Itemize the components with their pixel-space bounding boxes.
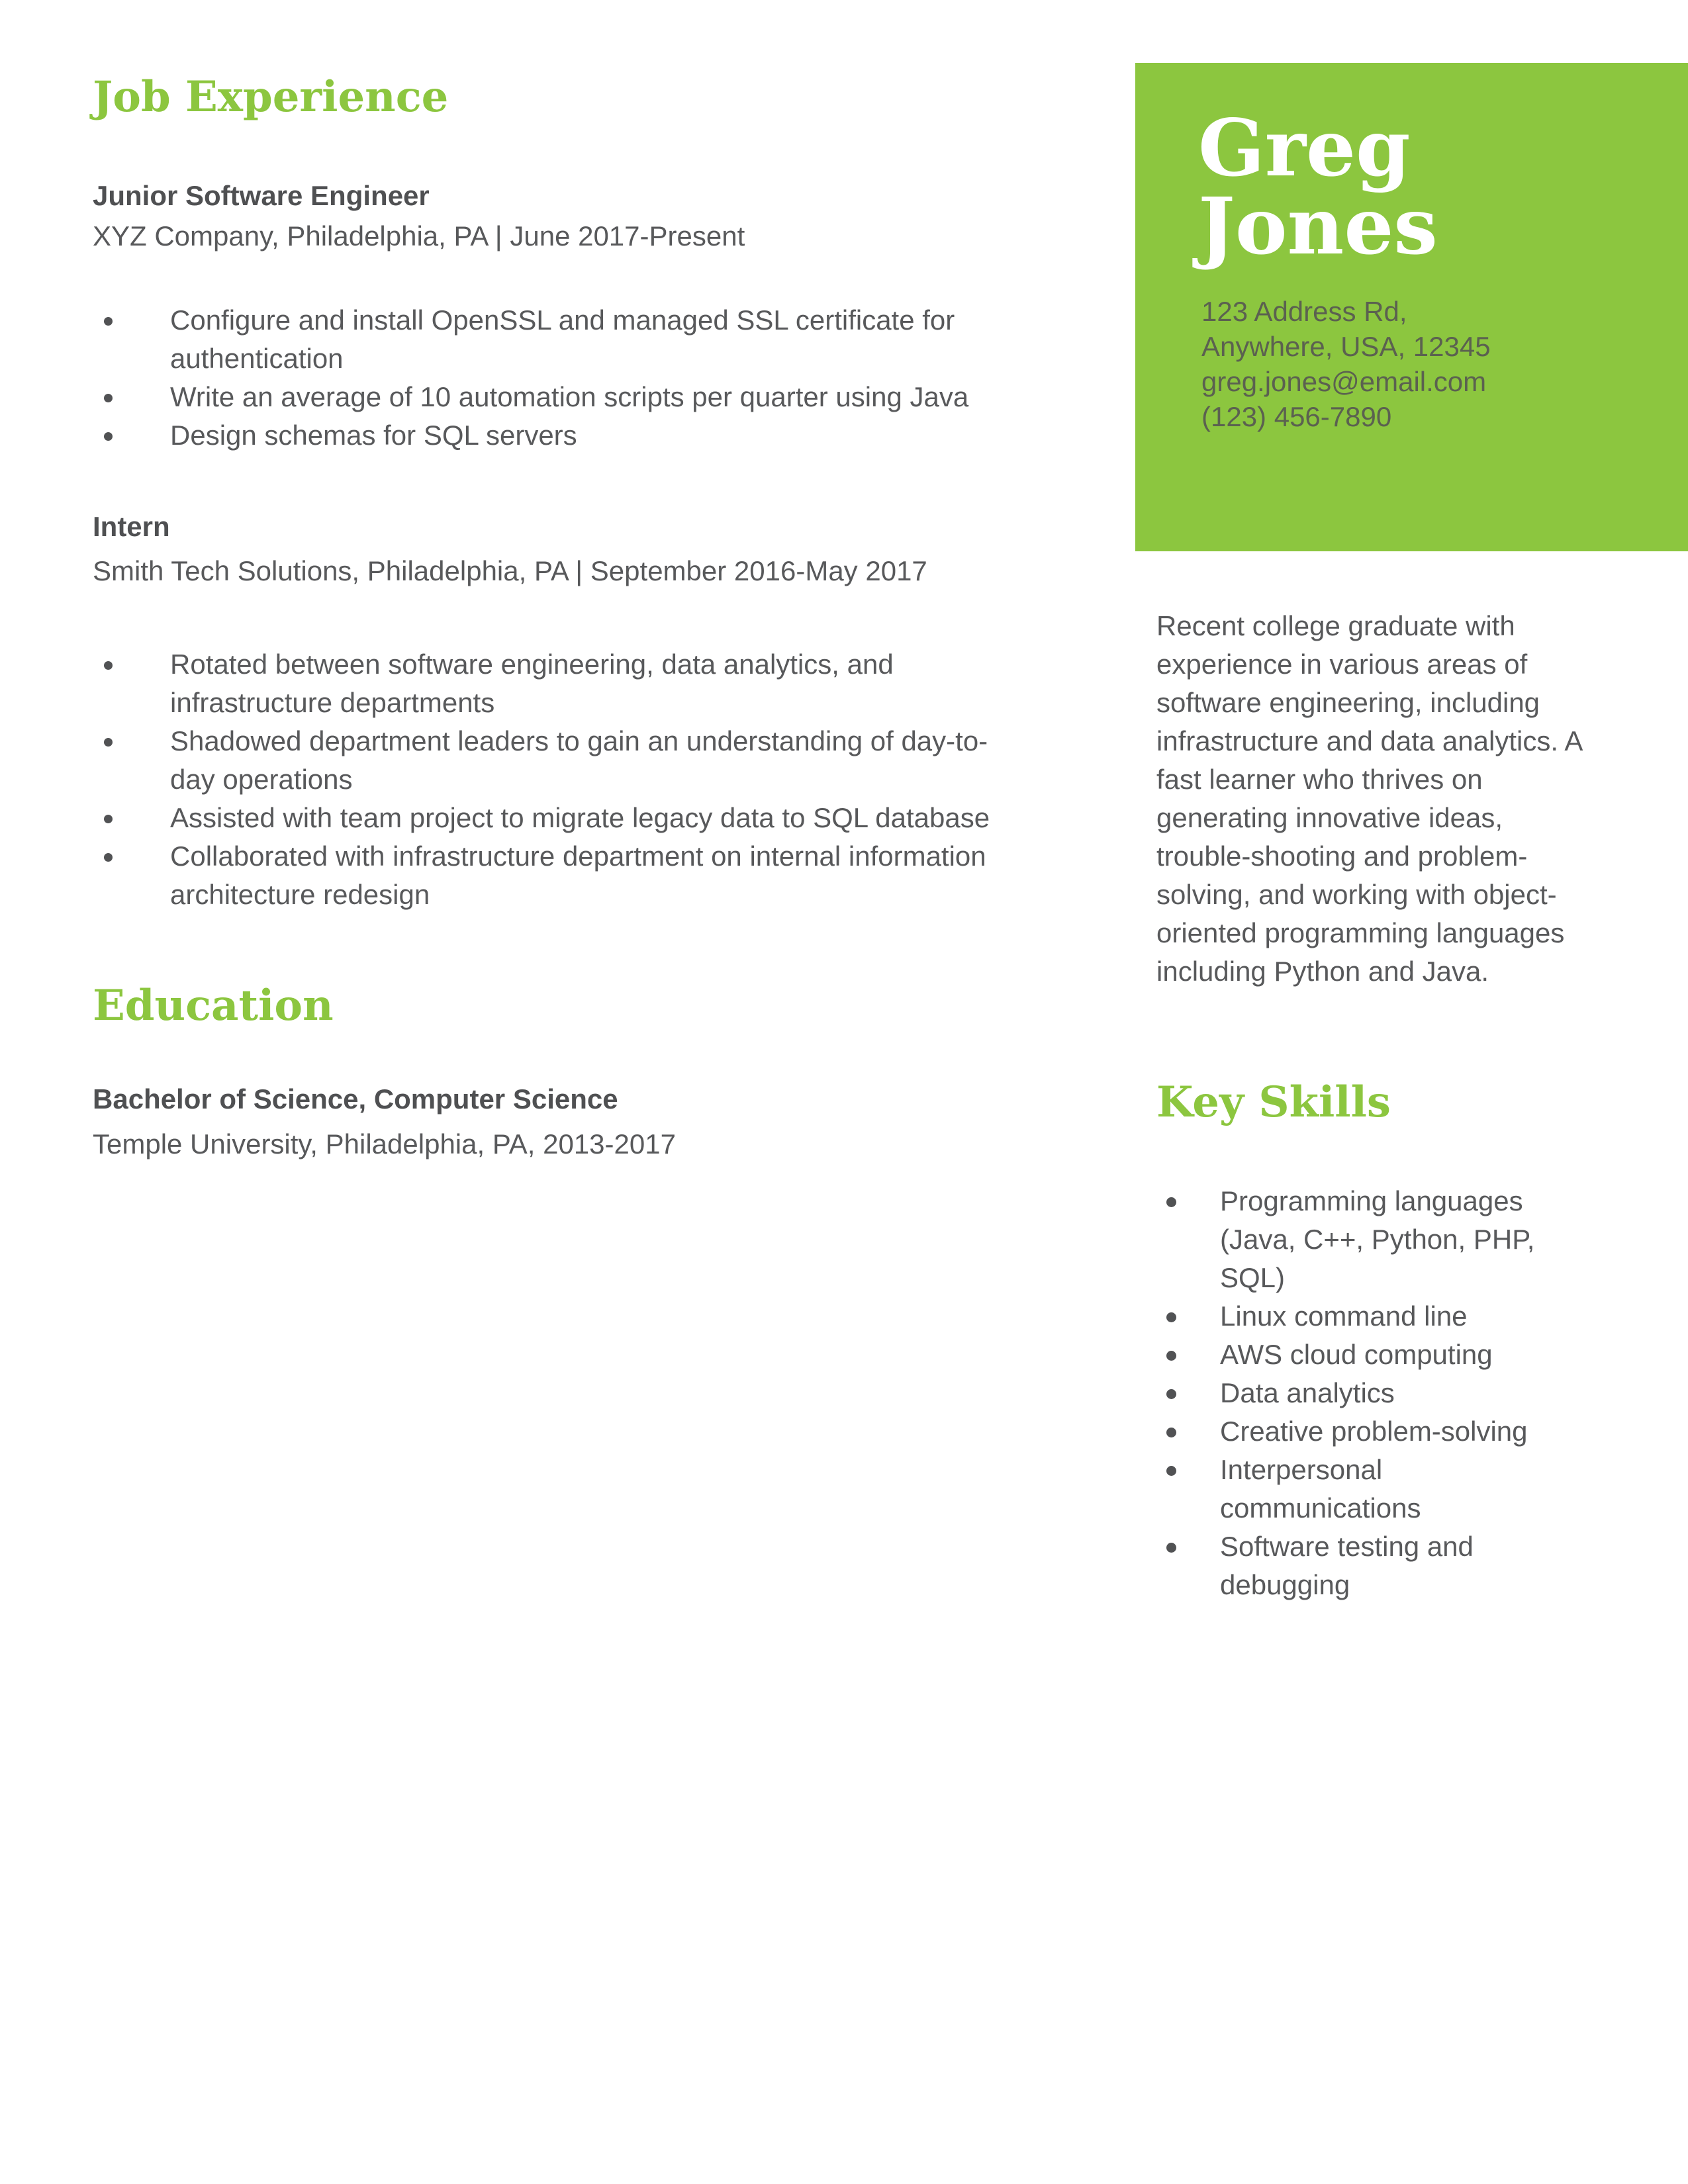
school-meta: Temple University, Philadelphia, PA, 2013-2017 xyxy=(93,1128,676,1160)
list-item: Configure and install OpenSSL and managed SSL certificate for authentication xyxy=(93,301,1011,378)
list-item: Linux command line xyxy=(1156,1297,1583,1336)
bullet-dot-icon xyxy=(1166,1351,1176,1361)
bullet-dot-icon xyxy=(1166,1543,1176,1553)
bullet-dot-icon xyxy=(104,738,113,747)
section-heading-key-skills: Key Skills xyxy=(1156,1077,1391,1127)
address-line: 123 Address Rd, xyxy=(1201,296,1407,327)
section-heading-education: Education xyxy=(93,981,334,1030)
email-text: greg.jones@email.com xyxy=(1201,366,1487,397)
bullet-dot-icon xyxy=(1166,1312,1176,1322)
list-item: AWS cloud computing xyxy=(1156,1336,1583,1374)
list-item: Programming languages (Java, C++, Python, PHP, SQL) xyxy=(1156,1182,1583,1297)
job-meta: Smith Tech Solutions, Philadelphia, PA | September 2016-May 2017 xyxy=(93,555,927,586)
section-heading-job-experience: Job Experience xyxy=(93,72,449,122)
list-item: Write an average of 10 automation scripts per quarter using Java xyxy=(93,378,1011,416)
list-item: Interpersonal communications xyxy=(1156,1451,1583,1527)
list-item: Data analytics xyxy=(1156,1374,1583,1412)
bullet-dot-icon xyxy=(104,853,113,862)
list-item: Assisted with team project to migrate legacy data to SQL database xyxy=(93,799,1011,837)
job-bullet-list xyxy=(93,301,1011,455)
person-last-name: Jones xyxy=(1198,180,1438,272)
bullet-dot-icon xyxy=(1166,1197,1176,1207)
list-item: Shadowed department leaders to gain an understanding of day-to-day operations xyxy=(93,722,1011,799)
address-line: Anywhere, USA, 12345 xyxy=(1201,331,1491,362)
person-name xyxy=(1198,102,1438,272)
bullet-dot-icon xyxy=(104,317,113,326)
list-item: Software testing and debugging xyxy=(1156,1527,1583,1604)
bullet-dot-icon xyxy=(104,432,113,441)
list-item: Rotated between software engineering, data analytics, and infrastructure departments xyxy=(93,645,1011,722)
degree-title: Bachelor of Science, Computer Science xyxy=(93,1083,618,1115)
list-item: Collaborated with infrastructure department on internal information architecture redesign xyxy=(93,837,1011,914)
key-skills-list xyxy=(1156,1182,1583,1604)
list-item: Design schemas for SQL servers xyxy=(93,416,1011,455)
bullet-dot-icon xyxy=(1166,1466,1176,1476)
job-meta: XYZ Company, Philadelphia, PA | June 2017-Present xyxy=(93,220,745,251)
job-title: Intern xyxy=(93,511,170,542)
bullet-dot-icon xyxy=(1166,1389,1176,1399)
bullet-dot-icon xyxy=(104,661,113,670)
person-first-name: Greg xyxy=(1198,102,1411,194)
job-bullet-list xyxy=(93,645,1011,914)
job-title: Junior Software Engineer xyxy=(93,180,430,211)
contact-block xyxy=(1201,294,1491,434)
bullet-dot-icon xyxy=(104,394,113,402)
bullet-dot-icon xyxy=(1166,1428,1176,1437)
phone-text: (123) 456-7890 xyxy=(1201,401,1392,432)
list-item: Creative problem-solving xyxy=(1156,1412,1583,1451)
profile-summary: Recent college graduate with experience in various areas of software engineering, including infrastructure and data analytics. A fast learner who thrives on generating innovative ideas, trouble-shooting and problem-solving, and working with object-oriented programming languages including Python and Java. xyxy=(1156,610,1582,987)
bullet-dot-icon xyxy=(104,815,113,823)
